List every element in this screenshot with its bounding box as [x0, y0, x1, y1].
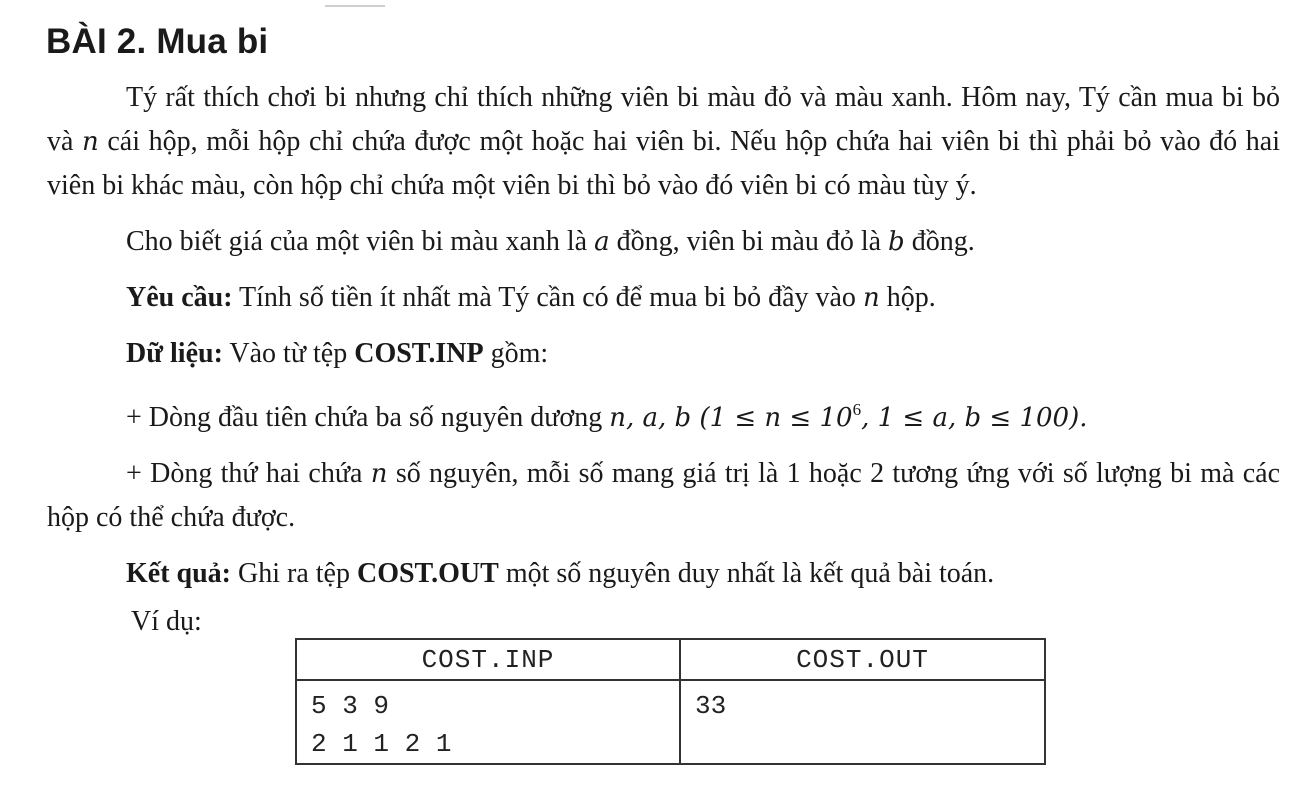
requirement-paragraph: Yêu cầu: Tính số tiền ít nhất mà Tý cần có để mua bi bỏ đầy vào n hộp. — [126, 282, 936, 313]
requirement-label: Yêu cầu: — [126, 282, 233, 313]
input-line1-paragraph: + Dòng đầu tiên chứa ba số nguyên dương n, a, b ($1 \le n \le 10^6$, 1 ≤ a, b ≤ 100). — [126, 400, 1088, 433]
example-input-line: 5 3 9 — [311, 691, 390, 721]
input-line2-paragraph: + Dòng thứ hai chứa n số nguyên, mỗi số mang giá trị là 1 hoặc 2 tương ứng với số lượng bi mà các hộp có thể chứa được. — [47, 458, 1280, 533]
example-data-row — [296, 680, 1045, 764]
intro-paragraph: Tý rất thích chơi bi nhưng chỉ thích những viên bi màu đỏ và màu xanh. Hôm nay, Tý cần mua bi bỏ và n cái hộp, mỗi hộp chỉ chứa được một hoặc hai viên bi. Nếu hộp chứa hai viên bi thì phải bỏ vào đó hai viên bi khác màu, còn hộp chỉ chứa một viên bi thì bỏ vào đó viên bi có màu tùy ý. — [47, 82, 1280, 201]
problem-title: BÀI 2. Mua bi — [46, 22, 269, 61]
example-input-cell — [296, 680, 680, 764]
price-paragraph: Cho biết giá của một viên bi màu xanh là a đồng, viên bi màu đỏ là b đồng. — [126, 226, 975, 257]
input-label: Dữ liệu: — [126, 338, 223, 369]
input-paragraph: Dữ liệu: Vào từ tệp COST.INP gồm: — [126, 338, 549, 369]
output-file-header: COST.OUT — [680, 639, 1045, 680]
example-header-row — [296, 639, 1045, 680]
output-label: Kết quả: — [126, 558, 231, 589]
input-file-header: COST.INP — [296, 639, 680, 680]
example-output-cell — [680, 680, 1045, 764]
output-paragraph: Kết quả: Ghi ra tệp COST.OUT một số nguyên duy nhất là kết quả bài toán. — [126, 558, 995, 589]
example-table — [295, 638, 1046, 765]
page-edge-mark — [325, 0, 385, 7]
example-input-line: 2 1 1 2 1 — [311, 729, 452, 759]
example-output-line: 33 — [695, 691, 727, 721]
problem-statement — [47, 76, 1280, 596]
output-filename: COST.OUT — [356, 558, 499, 589]
input-filename: COST.INP — [354, 338, 484, 369]
example-label: Ví dụ: — [131, 606, 202, 637]
